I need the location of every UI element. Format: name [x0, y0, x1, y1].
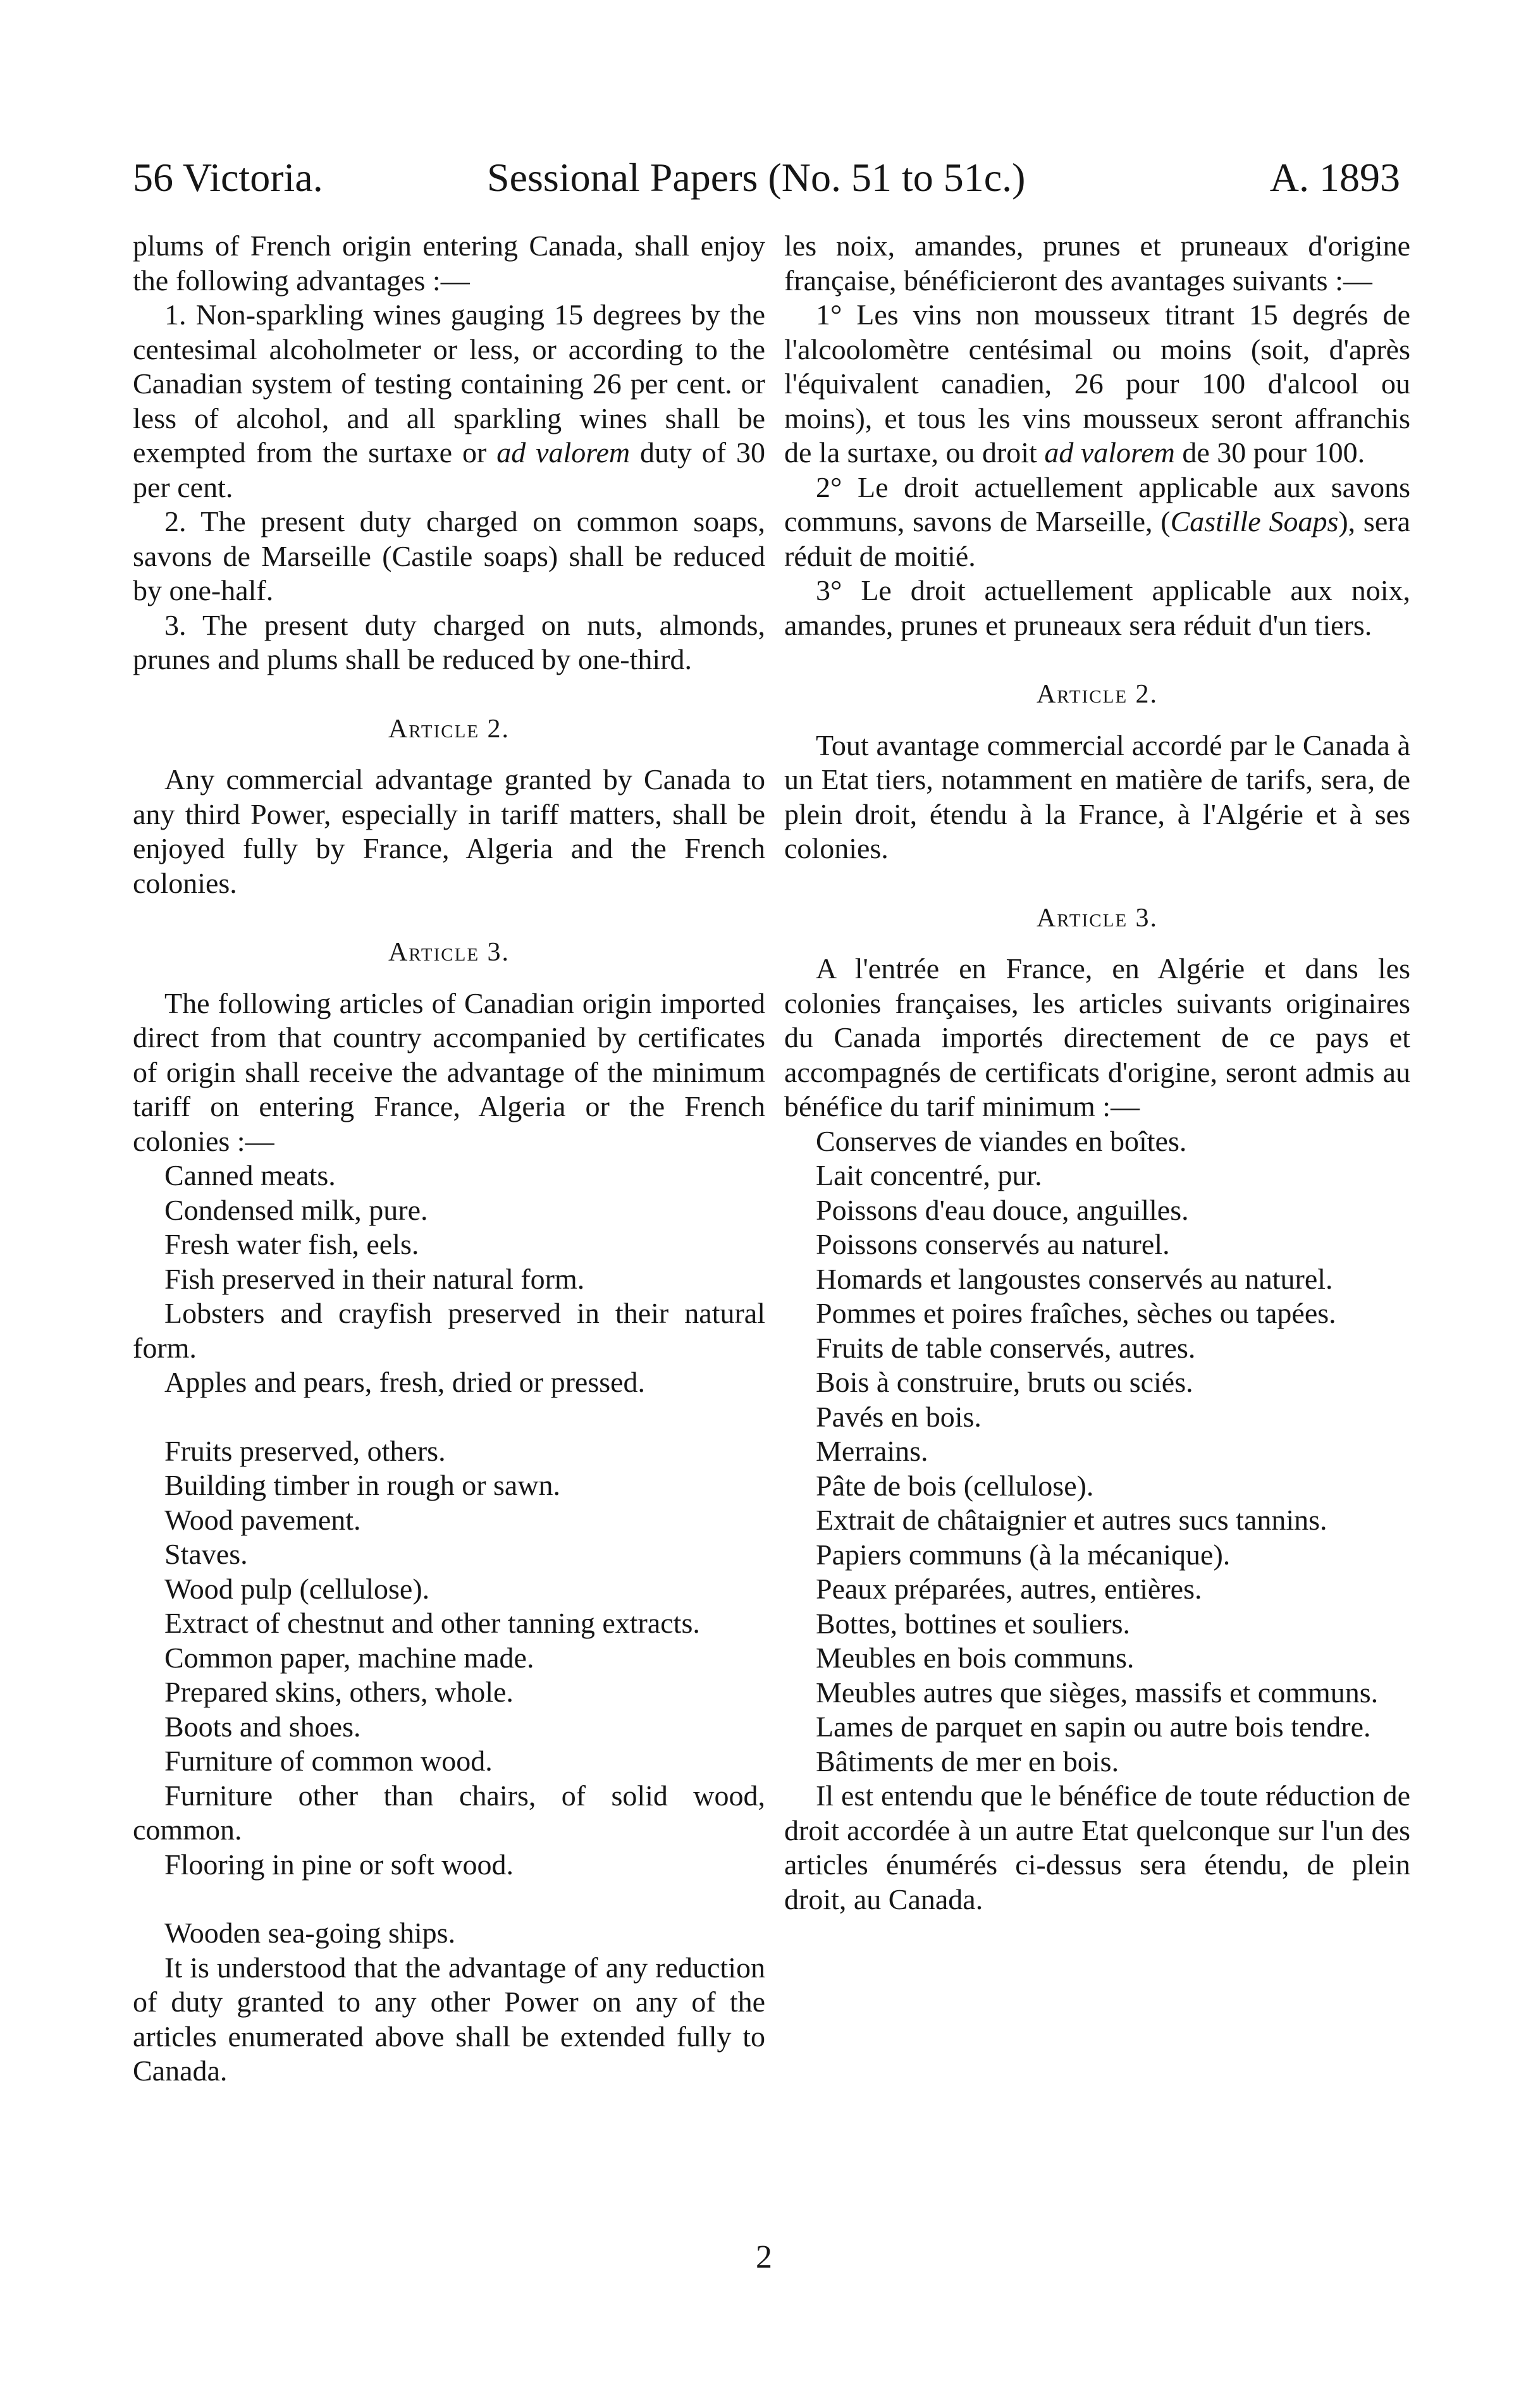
english-clause-1-italic: ad valorem — [496, 436, 631, 469]
list-item: Fruits de table conservés, autres. — [816, 1331, 1196, 1364]
list-item: Merrains. — [816, 1435, 928, 1467]
french-clause-2-end: ), sera réduit de moitié. — [784, 505, 1410, 572]
header-year: A. 1893 — [1269, 155, 1400, 200]
list-item: Prepared skins, others, whole. — [164, 1676, 514, 1708]
running-header — [133, 149, 1400, 206]
french-article-2-title: Article 2. — [1036, 680, 1159, 709]
english-clause-1 — [133, 298, 765, 505]
list-item: Staves. — [164, 1538, 248, 1570]
french-clause-1-italic: ad valorem — [1044, 436, 1175, 469]
list-item: Fresh water fish, eels. — [164, 1228, 419, 1260]
english-article-2-text: Any commercial advantage granted by Canada to any third Power, especially in tariff matters, shall be enjoyed fully by France, Algeria and the French colonies. — [133, 763, 765, 899]
french-article-list — [784, 1124, 1410, 1779]
list-item: Lobsters and crayfish preserved in their natural form. — [133, 1297, 765, 1364]
english-closing: It is understood that the advantage of any reduction of duty granted to any other Power on any of the articles enumerated above shall be extended fully to Canada. — [133, 1951, 765, 2087]
list-item: Common paper, machine made. — [164, 1641, 534, 1674]
french-closing: Il est entendu que le bénéfice de toute réduction de droit accordée à un autre Etat quelconque sur l'un des articles énumérés ci-dessus sera étendu, de plein droit, au Canada. — [784, 1779, 1410, 1915]
french-intro: les noix, amandes, prunes et pruneaux d'origine française, bénéficieront des avantages suivants :— — [784, 230, 1410, 297]
french-clause-1 — [784, 298, 1410, 470]
french-article-3-text: A l'entrée en France, en Algérie et dans les colonies françaises, les articles suivants originaires du Canada importés directement de ce pays et accompagnés de certificats d'origine, seront admis au bénéfice du tarif minimum :— — [784, 952, 1410, 1122]
english-article-3-text: The following articles of Canadian origin imported direct from that country accompanied by certificates of origin shall receive the advantage of the minimum tariff on entering France, Algeria or the French colonies :— — [133, 986, 765, 1157]
list-item: Lait concentré, pur. — [816, 1159, 1042, 1191]
list-item: Canned meats. — [164, 1159, 336, 1191]
list-item: Meubles en bois communs. — [816, 1642, 1135, 1674]
french-clause-1-text: 1° Les vins non mousseux titrant 15 degrés de l'alcoolomètre centésimal ou moins (soit, d'après l'équivalent canadien, 26 pour 100 d'alcool ou moins), et tous les vins mousseux seront affranchis de la surtaxe, ou droit — [784, 298, 1410, 469]
list-item: Pommes et poires fraîches, sèches ou tapées. — [816, 1297, 1336, 1329]
header-title: Sessional Papers (No. 51 to 51c.) — [487, 155, 1026, 200]
english-intro: plums of French origin entering Canada, shall enjoy the following advantages :— — [133, 230, 765, 297]
english-article-3-title: Article 3. — [388, 938, 510, 967]
list-item: Conserves de viandes en boîtes. — [816, 1124, 1187, 1157]
english-clause-1-text: 1. Non-sparkling wines gauging 15 degrees by the centesimal alcoholmeter or less, or according to the Canadian system of testing containing 26 per cent. or less of alcohol, and all sparkling wines shall be exempted from the surtaxe or — [133, 298, 765, 469]
french-clause-2-text: 2° Le droit actuellement applicable aux savons communs, savons de Marseille, ( — [784, 470, 1410, 538]
list-item: Furniture of common wood. — [164, 1745, 493, 1777]
list-item: Fruits preserved, others. — [164, 1434, 446, 1467]
list-item: Peaux préparées, autres, entières. — [816, 1573, 1202, 1605]
list-item: Apples and pears, fresh, dried or pressed. — [164, 1366, 646, 1398]
french-article-3-title: Article 3. — [1036, 903, 1159, 933]
list-item: Wood pavement. — [164, 1503, 361, 1536]
list-item: Fish preserved in their natural form. — [164, 1262, 585, 1295]
list-item: Bois à construire, bruts ou sciés. — [816, 1366, 1193, 1398]
list-item: Extract of chestnut and other tanning extracts. — [164, 1607, 700, 1639]
list-item: Extrait de châtaignier et autres sucs tannins. — [816, 1504, 1327, 1536]
spacer — [133, 1882, 765, 1916]
english-clause-2: 2. The present duty charged on common soaps, savons de Marseille (Castile soaps) shall be reduced by one-half. — [133, 505, 765, 606]
list-item: Condensed milk, pure. — [164, 1193, 428, 1226]
list-item: Wooden sea-going ships. — [164, 1917, 456, 1949]
list-item: Pâte de bois (cellulose). — [816, 1469, 1094, 1502]
french-clause-2-italic: Castille Soaps — [1170, 505, 1339, 538]
french-clause-2 — [784, 470, 1410, 574]
list-item: Bottes, bottines et souliers. — [816, 1607, 1131, 1640]
header-session: 56 Victoria. — [133, 155, 323, 200]
list-item: Boots and shoes. — [164, 1710, 361, 1743]
english-article-2-title: Article 2. — [388, 714, 510, 744]
list-item: Papiers communs (à la mécanique). — [816, 1538, 1231, 1571]
list-item: Lames de parquet en sapin ou autre bois tendre. — [816, 1711, 1371, 1743]
english-column — [133, 229, 765, 2089]
english-clause-1-end: duty of 30 per cent. — [133, 436, 765, 503]
spacer — [133, 1400, 765, 1434]
english-article-list — [133, 1158, 765, 1951]
french-clause-3: 3° Le droit actuellement applicable aux noix, amandes, prunes et pruneaux sera réduit d'un tiers. — [784, 574, 1410, 641]
french-clause-1-end: de 30 pour 100. — [1174, 436, 1365, 469]
list-item: Flooring in pine or soft wood. — [164, 1848, 514, 1881]
list-item: Poissons d'eau douce, anguilles. — [816, 1193, 1189, 1226]
list-item: Homards et langoustes conservés au naturel. — [816, 1262, 1333, 1295]
list-item: Bâtiments de mer en bois. — [816, 1745, 1119, 1778]
list-item: Furniture other than chairs, of solid wood, common. — [133, 1779, 765, 1846]
english-clause-3: 3. The present duty charged on nuts, almonds, prunes and plums shall be reduced by one-third. — [133, 608, 765, 675]
page-number: 2 — [756, 2239, 772, 2275]
list-item: Building timber in rough or sawn. — [164, 1469, 561, 1501]
list-item: Wood pulp (cellulose). — [164, 1572, 430, 1605]
list-item: Meubles autres que sièges, massifs et communs. — [816, 1676, 1379, 1709]
french-column — [784, 229, 1410, 1917]
french-article-2-text: Tout avantage commercial accordé par le Canada à un Etat tiers, notamment en matière de tarifs, sera, de plein droit, étendu à la France, à l'Algérie et à ses colonies. — [784, 728, 1410, 864]
list-item: Pavés en bois. — [816, 1400, 982, 1433]
list-item: Poissons conservés au naturel. — [816, 1228, 1170, 1260]
